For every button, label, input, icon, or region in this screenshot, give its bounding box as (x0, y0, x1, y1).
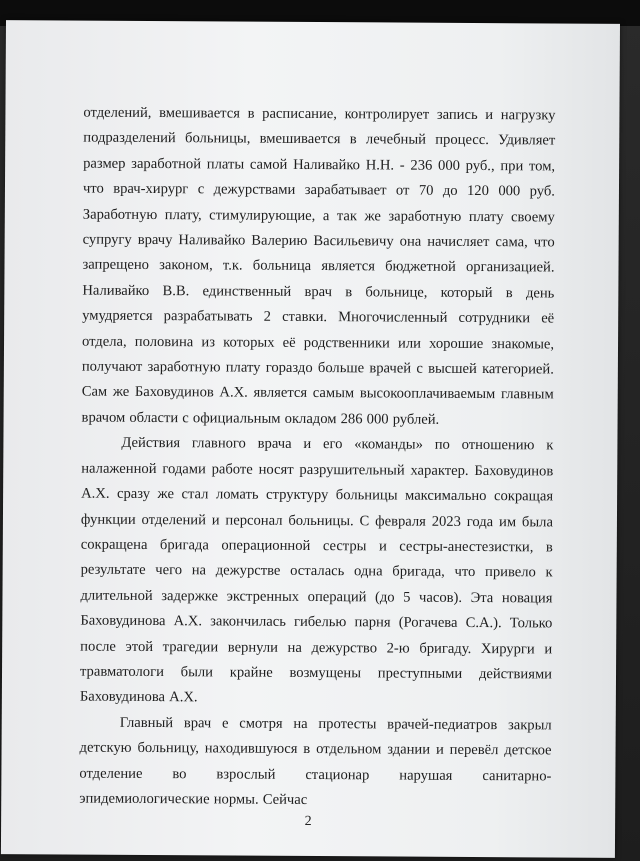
paragraph-1: отделений, вмешивается в расписание, контролирует запись и нагрузку подразделений больницы, вмешивается в лечебный процесс. Удивляет размер заработной платы самой Наливайко Н.Н. - 236 000 руб., при том, что врач-хирург с дежурствами зарабатывает от 70 до 120 000 руб. Заработную плату, стимулирующие, а так же заработную плату своему супругу врачу Наливайко Валерию Васильевичу она начисляет сама, что запрещено законом, т.к. больница является бюджетной организацией. Наливайко В.В. единственный врач в больнице, который в день умудряется разрабатывать 2 ставки. Многочисленный сотрудники её отдела, половина из которых её родственники или хорошие знакомые, получают заработную плату гораздо больше врачей с высшей категорией. Сам же Баховудинов А.Х. является самым высокооплачиваемым главным врачом области с официальным окладом 286 000 рублей. (81, 104, 556, 428)
paragraph-2: Действия главного врача и его «команды» по отношению к налаженной годами работе носят разрушительный характер. Баховудинов А.Х. сразу же стал ломать структуру больницы максимально сокращая функции отделений и персонал больницы. С февраля 2023 года им была сокращена бригада операционной сестры и сестры-анестезистки, в результате чего на дежурстве осталась одна бригада, что привело к длительной задержке экстренных операций (до 5 часов). Эта новация Баховудинова А.Х. закончилась гибелью парня (Рогачева С.А.). Только после этой трагедии вернули на дежурство 2-ю бригаду. Хирурги и травматологи были крайне возмущены преступными действиями Баховудинова А.Х. (79, 435, 554, 706)
page-number: 2 (304, 813, 312, 830)
paragraph-3: Главный врач е смотря на протесты врачей-педиатров закрыл детскую больницу, находившуюся в отдельном здании и перевёл детское отделение во взрослый стационар нарушая санитарно-эпидемиологические нормы. Сейчас (79, 714, 552, 808)
document-page (1, 20, 620, 858)
page-body (79, 101, 555, 815)
